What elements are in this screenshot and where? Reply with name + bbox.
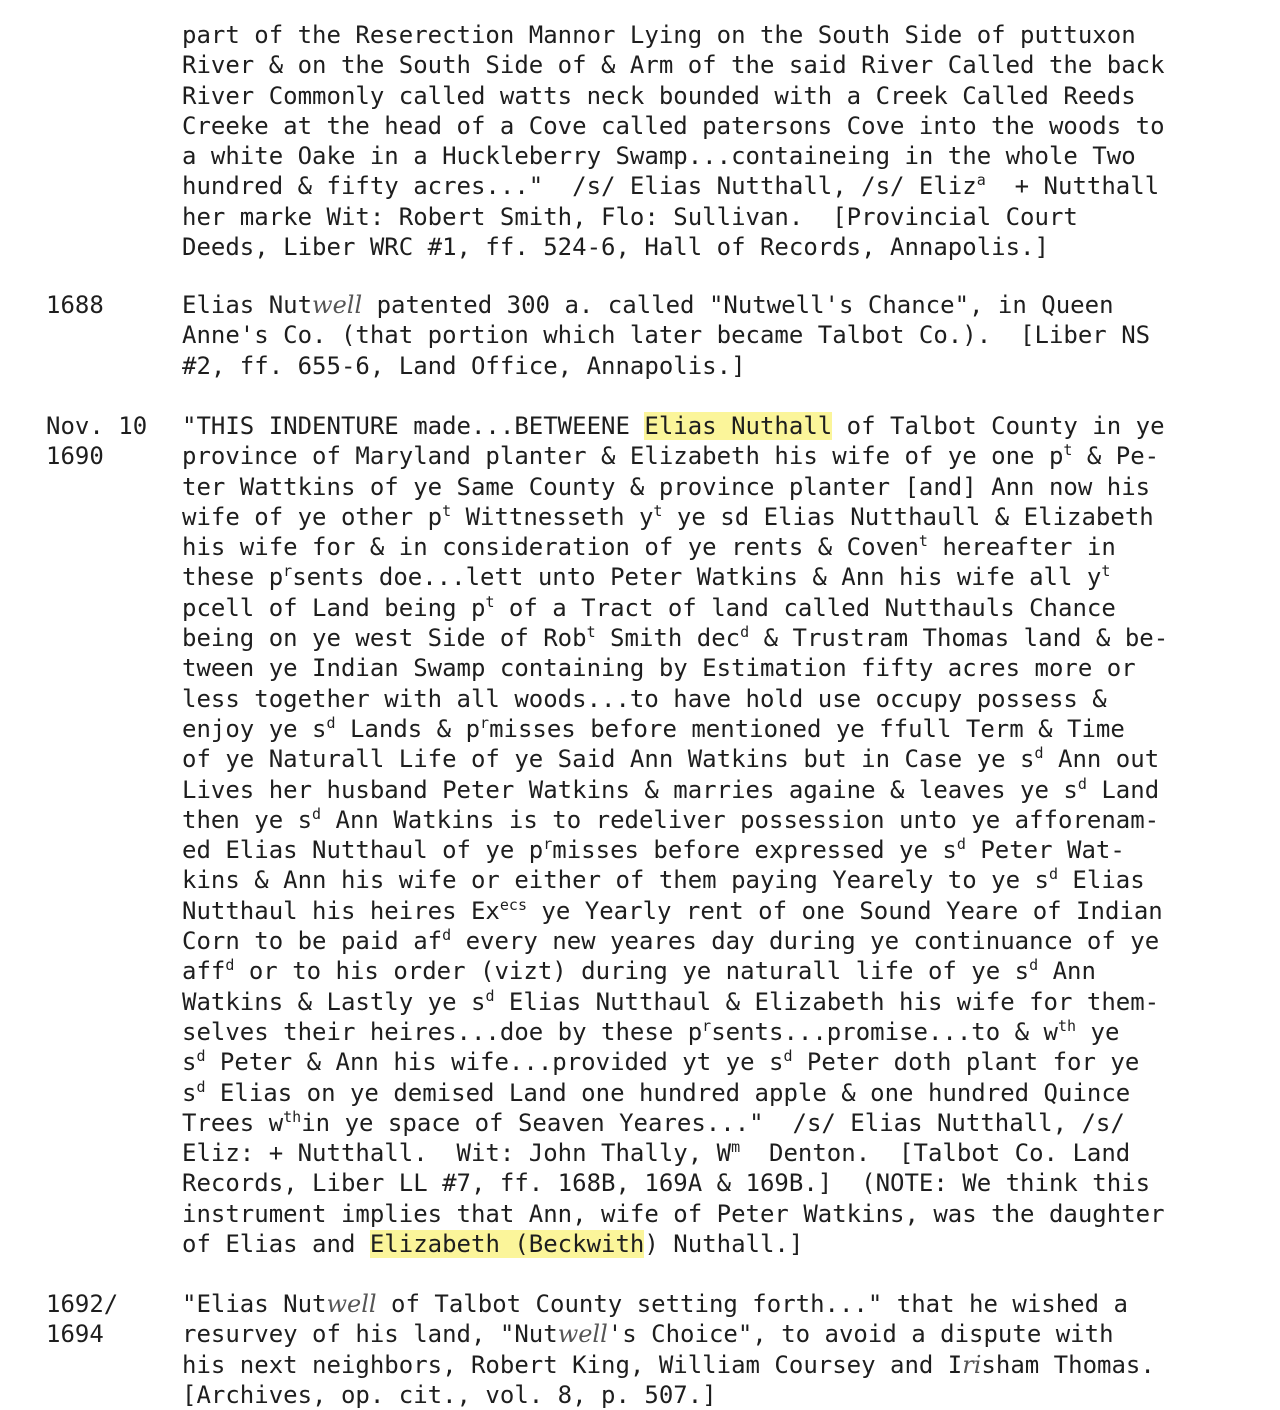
superscript-abbreviation: d [312,804,322,823]
text-line [182,141,1252,171]
text-line [182,1350,1252,1380]
date-line: 1688 [46,291,104,319]
text-line [182,593,1252,623]
text-run: Watkins & Lastly ye s [182,987,486,1016]
superscript-abbreviation: d [442,926,452,945]
text-line [182,171,1252,201]
text-line [182,562,1252,592]
text-run: Eliz: + Nutthall. Wit: John Thally, W [182,1139,732,1168]
superscript-abbreviation: d [783,1047,793,1066]
entry-text [182,1289,1252,1410]
text-run: of a Tract of land called Nutthauls Chance [494,593,1116,622]
handwritten-insert: ri [962,1350,982,1379]
superscript-abbreviation: t [653,501,663,520]
text-line [182,411,1252,441]
superscript-abbreviation: r [480,713,490,732]
superscript-abbreviation: r [283,562,293,581]
text-run: aff [182,957,226,986]
handwritten-insert: well [557,1320,608,1349]
text-run: wife of ye other p [182,502,443,531]
date-line: 1694 [46,1320,104,1349]
text-run: sents doe...lett unto Peter Watkins & Ann his wife all y [292,563,1102,592]
handwritten-insert: well [326,1290,377,1318]
text-run: Trees w [182,1108,284,1137]
text-run: Nutthaul his heires Ex [182,896,500,925]
superscript-abbreviation: m [731,1138,741,1157]
date-line: 1692/ [46,1290,119,1318]
text-run: River Commonly called watts neck bounded with a Creek Called Reeds [182,81,1136,110]
text-line [182,896,1252,926]
text-run: of Elias and [182,1230,370,1259]
text-run: kins & Ann his wife or either of them paying Yearely to ye s [182,866,1049,895]
text-run: patented 300 a. called "Nutwell's Chance", in Queen [362,291,1114,319]
text-run: Elias Nut [182,291,313,319]
text-run: ed Elias Nutthaul of ye p [182,836,544,865]
entry-text [182,290,1252,381]
text-run: 's Choice", to avoid a dispute with [607,1320,1114,1349]
superscript-abbreviation: r [702,1016,712,1035]
text-run: & Trustram Thomas land & be- [749,624,1169,653]
text-line [182,1380,1252,1410]
text-line [182,1017,1252,1047]
text-line [182,714,1252,744]
superscript-abbreviation: d [956,835,966,854]
text-run: these p [182,563,284,592]
text-run: then ye s [182,805,313,834]
superscript-abbreviation: t [1063,441,1073,460]
text-run: resurvey of his land, "Nut [182,1320,558,1349]
text-run: misses before expressed ye s [552,836,957,865]
text-line [182,805,1252,835]
text-run: Anne's Co. (that portion which later became Talbot Co.). [Liber NS [182,321,1151,350]
text-line [182,865,1252,895]
text-line [182,744,1252,774]
text-run: Deeds, Liber WRC #1, ff. 524-6, Hall of Records, Annapolis.] [182,233,1049,262]
text-run: "THIS INDENTURE made...BETWEENE [182,412,645,440]
superscript-abbreviation: t [586,623,596,642]
text-run: of ye Naturall Life of ye Said Ann Watkins but in Case ye s [182,745,1035,774]
text-run: Peter Wat- [965,836,1125,865]
text-run: Wittnesseth y [451,502,654,531]
superscript-abbreviation: d [1077,774,1087,793]
text-line [182,290,1252,320]
text-run: Elias Nutthaul & Elizabeth his wife for them- [494,987,1160,1016]
superscript-abbreviation: t [442,501,452,520]
superscript-abbreviation: t [1101,562,1111,581]
text-run: [Archives, op. cit., vol. 8, p. 507.] [182,1380,717,1409]
text-run: "Elias Nut [182,1290,327,1318]
text-run: pcell of Land being p [182,593,486,622]
superscript-abbreviation: th [1057,1016,1077,1035]
superscript-abbreviation: d [1034,744,1044,763]
superscript-abbreviation: th [283,1107,302,1126]
text-line [182,1047,1252,1077]
text-run: his next neighbors, Robert King, William Coursey and I [182,1350,963,1379]
text-line [182,1199,1252,1229]
text-run: tween ye Indian Swamp containing by Estimation fifty acres more or [182,654,1136,683]
text-line [182,502,1252,532]
text-run: ter Wattkins of ye Same County & province planter [and] Ann now his [182,472,1151,501]
text-run: Land [1086,775,1160,804]
text-run: enjoy ye s [182,714,327,743]
text-run: Peter & Ann his wife...provided yt ye s [205,1048,784,1077]
text-run: Corn to be paid af [182,927,443,956]
text-line [182,1078,1252,1108]
text-run: being on ye west Side of Rob [182,624,587,653]
text-line [182,202,1252,232]
date-line: 1690 [46,442,104,471]
text-line [182,775,1252,805]
text-line [182,926,1252,956]
date-line: Nov. 10 [46,412,148,440]
superscript-abbreviation: d [225,956,235,975]
text-line [182,1108,1252,1138]
text-run: misses before mentioned ye ffull Term & Time [489,714,1125,743]
text-run: Creeke at the head of a Cove called patersons Cove into the woods to [182,111,1165,140]
text-line [182,441,1252,471]
text-run: s [182,1078,197,1107]
text-run: ye [1076,1017,1120,1046]
text-line [182,653,1252,683]
text-run: less together with all woods...to have hold use occupy possess & [182,684,1107,713]
text-run: Lands & p [335,714,481,743]
superscript-abbreviation: d [326,713,336,732]
superscript-abbreviation: d [1029,956,1039,975]
text-run: Elias [1057,866,1145,895]
text-line [182,320,1252,350]
text-run: hereafter in [927,533,1116,562]
text-run: Elias on ye demised Land one hundred apple & one hundred Quince [205,1078,1131,1107]
text-line [182,835,1252,865]
text-run: of Talbot County in ye [832,412,1165,440]
text-line [182,20,1252,50]
text-run: Lives her husband Peter Watkins & marries againe & leaves ye s [182,775,1078,804]
text-run: every new yeares day during ye continuance of ye [451,927,1160,956]
text-line [182,111,1252,141]
text-run: River & on the South Side of & Arm of the said River Called the back [182,51,1165,80]
handwritten-insert: well [312,291,363,319]
text-run: province of Maryland planter & Elizabeth his wife of ye one p [182,442,1064,471]
text-line [182,1138,1252,1168]
text-line [182,1319,1252,1349]
superscript-abbreviation: ecs [499,895,527,914]
entry-date [46,1289,176,1350]
superscript-abbreviation: d [1048,865,1058,884]
text-run: Records, Liber LL #7, ff. 168B, 169A & 169B.] (NOTE: We think this [182,1169,1151,1198]
text-line [182,81,1252,111]
superscript-abbreviation: r [543,835,553,854]
text-run: in ye space of Seaven Yeares..." /s/ Elias Nutthall, /s/ [301,1108,1125,1137]
text-run: Ann out [1043,745,1160,774]
superscript-abbreviation: d [196,1077,206,1096]
entry-date [46,290,176,320]
text-run: Smith dec [595,624,741,653]
superscript-abbreviation: d [740,623,750,642]
text-run: ) Nuthall.] [644,1230,804,1259]
text-run: ye sd Elias Nutthaull & Elizabeth [662,502,1154,531]
entry-text [182,411,1252,1259]
text-run: ye Yearly rent of one Sound Yeare of Indian [526,896,1163,925]
text-run: #2, ff. 655-6, Land Office, Annapolis.] [182,351,746,380]
text-run: Peter doth plant for ye [792,1048,1140,1077]
entry-text [182,20,1252,262]
text-run: Ann Watkins is to redeliver possession unto ye afforenam- [321,805,1160,834]
text-line [182,50,1252,80]
superscript-abbreviation: t [485,592,495,611]
text-line [182,232,1252,262]
text-run: sents...promise...to & w [711,1017,1058,1046]
superscript-abbreviation: d [485,986,495,1005]
text-run: or to his order (vizt) during ye naturall life of ye s [234,957,1030,986]
superscript-abbreviation: a [976,171,986,190]
text-run: + Nutthall [985,172,1160,201]
text-run: part of the Reserection Mannor Lying on the South Side of puttuxon [182,21,1136,49]
text-line [182,623,1252,653]
text-run: instrument implies that Ann, wife of Peter Watkins, was the daughter [182,1199,1165,1228]
text-line [182,1168,1252,1198]
text-line [182,987,1252,1017]
text-line [182,532,1252,562]
text-run: of Talbot County setting forth..." that he wished a [376,1290,1128,1318]
text-run: Denton. [Talbot Co. Land [740,1139,1131,1168]
text-run: his wife for & in consideration of ye rents & Coven [182,533,919,562]
superscript-abbreviation: d [196,1047,206,1066]
text-line [182,351,1252,381]
text-run: & Pe- [1072,442,1160,471]
superscript-abbreviation: t [918,532,928,551]
text-line [182,1289,1252,1319]
text-run: Ann [1038,957,1096,986]
text-run: s [182,1048,197,1077]
text-run: a white Oake in a Huckleberry Swamp...containeing in the whole Two [182,142,1136,171]
text-line [182,956,1252,986]
text-line [182,472,1252,502]
text-run: sham Thomas. [981,1350,1155,1379]
entry-date [46,411,176,472]
text-run: selves their heires...doe by these p [182,1017,703,1046]
text-line [182,684,1252,714]
text-run: hundred & fifty acres..." /s/ Elias Nutthall, /s/ Eliz [182,172,977,201]
highlighted-name: Elizabeth (Beckwith [369,1230,645,1259]
text-line [182,1229,1252,1259]
text-run: her marke Wit: Robert Smith, Flo: Sullivan. [Provincial Court [182,202,1078,231]
highlighted-name: Elias Nuthall [644,412,833,440]
